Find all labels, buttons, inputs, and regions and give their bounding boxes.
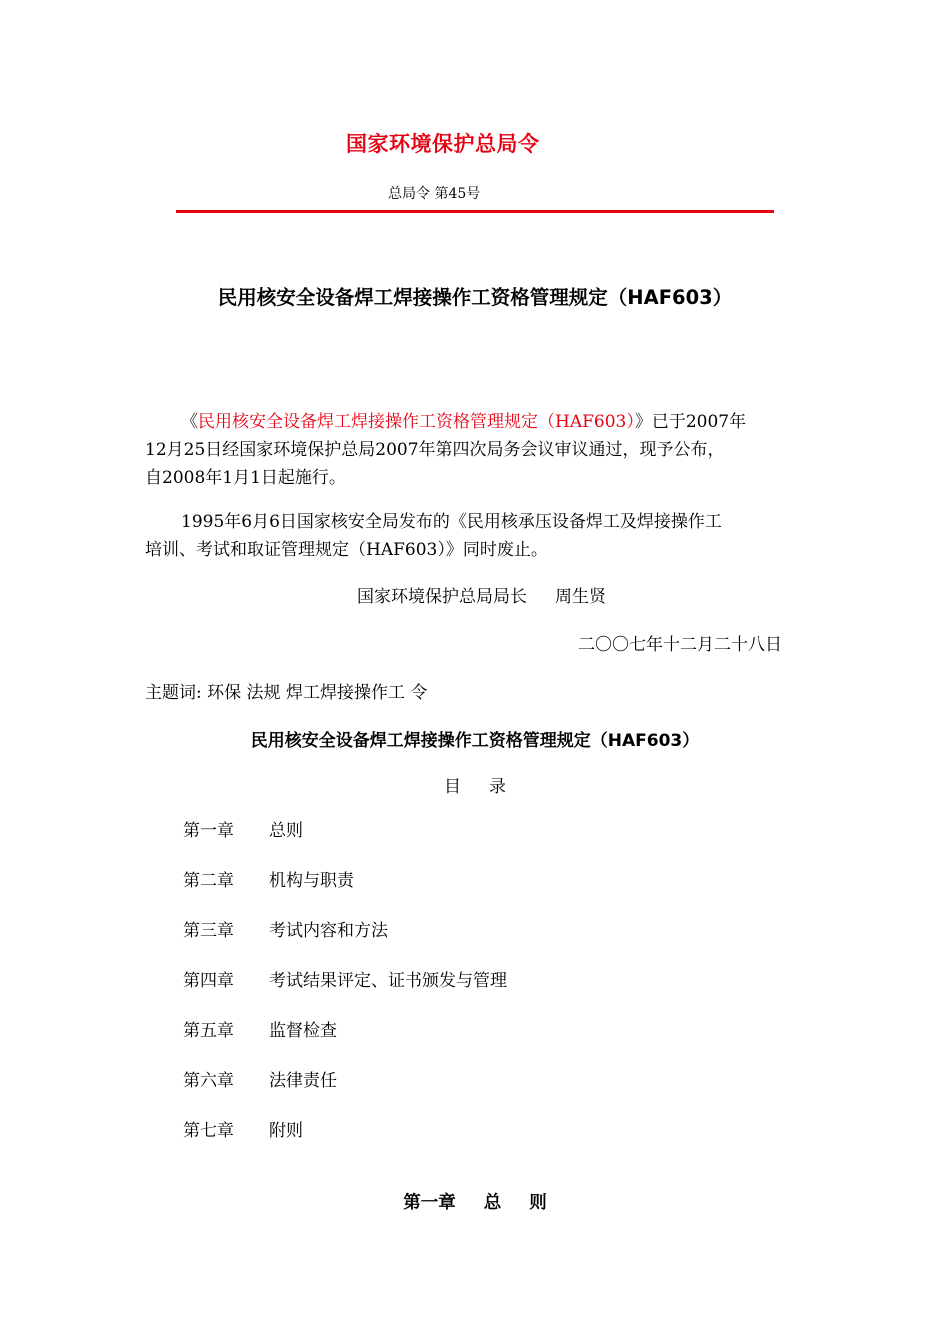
toc-chapter: 第一章 xyxy=(183,821,234,841)
issue-date: 二〇〇七年十二月二十八日 xyxy=(578,635,782,655)
decree-number: 总局令 第45号 xyxy=(388,186,481,202)
toc-chapter-title: 法律责任 xyxy=(269,1071,337,1091)
chapter-1-heading: 第一章 总 则 xyxy=(403,1193,547,1213)
toc-chapter: 第二章 xyxy=(183,871,234,891)
repeal-line-2: 培训、考试和取证管理规定（HAF603）》同时废止。 xyxy=(145,540,548,560)
announcement-line-1 xyxy=(145,408,805,436)
toc-chapter-title: 考试内容和方法 xyxy=(269,921,388,941)
toc-chapter-title: 总则 xyxy=(269,821,303,841)
toc-chapter: 第六章 xyxy=(183,1071,234,1091)
toc-chapter: 第四章 xyxy=(183,971,234,991)
toc-chapter-title: 监督检查 xyxy=(269,1021,337,1041)
toc-chapter-title: 机构与职责 xyxy=(269,871,354,891)
regulation-title: 民用核安全设备焊工焊接操作工资格管理规定（HAF603） xyxy=(217,286,733,309)
repeal-line-1: 1995年6月6日国家核安全局发布的《民用核承压设备焊工及焊接操作工 xyxy=(181,512,722,532)
signer-position: 国家环境保护总局局长 xyxy=(357,587,527,607)
red-divider xyxy=(176,210,774,213)
toc-item xyxy=(183,868,507,918)
toc-item xyxy=(183,1018,507,1068)
announcement-line-2: 12月25日经国家环境保护总局2007年第四次局务会议审议通过，现予公布， xyxy=(145,440,725,460)
toc-title: 目 录 xyxy=(444,777,506,797)
announcement-paragraph xyxy=(145,408,805,492)
signature-line xyxy=(357,582,606,607)
toc-item xyxy=(183,968,507,1018)
open-quote: 《 xyxy=(181,412,198,432)
toc-chapter-title: 附则 xyxy=(269,1121,303,1141)
signer-name: 周生贤 xyxy=(555,587,606,607)
toc-heading: 民用核安全设备焊工焊接操作工资格管理规定（HAF603） xyxy=(250,731,700,751)
regulation-reference: 民用核安全设备焊工焊接操作工资格管理规定（HAF603） xyxy=(198,412,635,432)
keywords: 主题词: 环保 法规 焊工焊接操作工 令 xyxy=(145,683,428,703)
table-of-contents xyxy=(183,818,507,1168)
toc-chapter: 第七章 xyxy=(183,1121,234,1141)
toc-item xyxy=(183,1118,507,1168)
toc-chapter-title: 考试结果评定、证书颁发与管理 xyxy=(269,971,507,991)
toc-item xyxy=(183,818,507,868)
announcement-line-3: 自2008年1月1日起施行。 xyxy=(145,468,346,488)
toc-chapter: 第三章 xyxy=(183,921,234,941)
toc-item xyxy=(183,918,507,968)
toc-item xyxy=(183,1068,507,1118)
decree-title: 国家环境保护总局令 xyxy=(346,132,540,156)
toc-chapter: 第五章 xyxy=(183,1021,234,1041)
announcement-line-1-rest: 》已于2007年 xyxy=(634,412,747,432)
repeal-paragraph xyxy=(145,508,805,564)
